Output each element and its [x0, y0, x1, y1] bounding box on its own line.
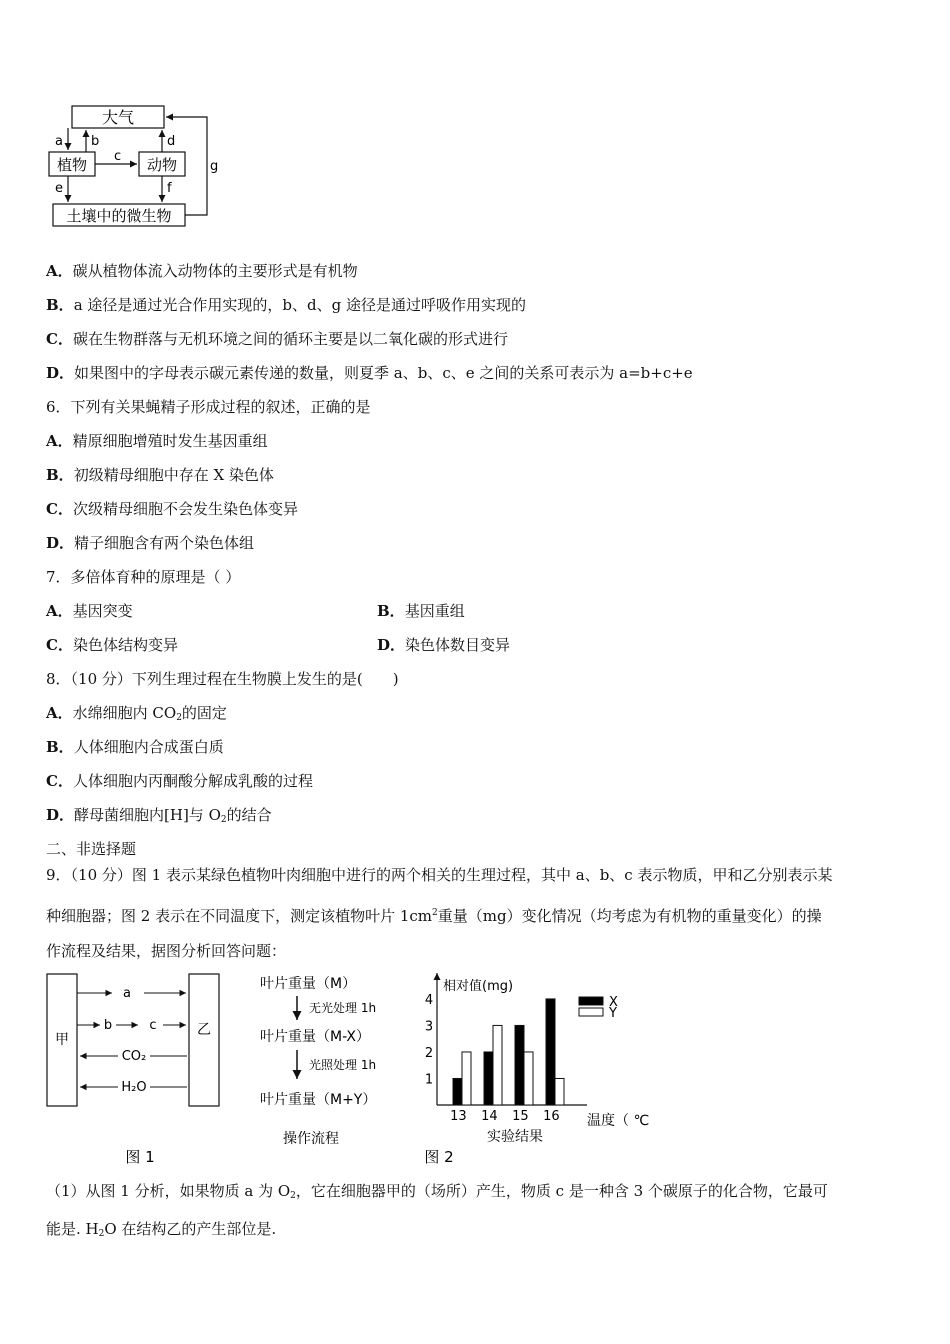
arrow-label-d: d	[167, 134, 176, 149]
bar-Y-15	[524, 1052, 533, 1105]
figure-2-chart	[415, 965, 665, 1170]
arrow-label-b: b	[91, 134, 100, 149]
q7-option-a: A．基因突变	[46, 602, 133, 620]
arrow-label-a: a	[55, 134, 63, 149]
atmosphere-label: 大气	[101, 108, 135, 127]
bar-X-15	[515, 1025, 524, 1105]
q7-stem: 7．多倍体育种的原理是（ ）	[46, 568, 241, 586]
y-tick-2: 2	[424, 1045, 434, 1061]
bar-X-16	[546, 999, 555, 1105]
q9-stem-line1: 9．（10 分）图 1 表示某绿色植物叶肉细胞中进行的两个相关的生理过程，其中 a、b、c 表示物质，甲和乙分别表示某	[46, 866, 833, 884]
q6-option-d: D．精子细胞含有两个染色体组	[46, 534, 255, 552]
flow-step-2: 无光处理 1h	[309, 1001, 377, 1015]
q6-stem: 6．下列有关果蝇精子形成过程的叙述，正确的是	[46, 398, 371, 416]
q8-option-a: A．水绵细胞内 $CO_2$的固定	[46, 704, 227, 723]
flow-step-5: 叶片重量（M+Y）	[260, 1092, 377, 1108]
q9-sub1-line1: （1）从图 1 分析，如果物质 a 为 $O_2$，它在细胞器甲的（场所）产生，物质 c 是一种含 3 个碳原子的化合物，它最可	[46, 1182, 828, 1201]
arrow-label-g: g	[210, 159, 219, 174]
fig1-label-co2: CO₂	[121, 1049, 147, 1064]
flow-step-1: 叶片重量（M）	[260, 976, 357, 992]
q6-option-a: A．精原细胞增殖时发生基因重组	[46, 432, 268, 450]
operation-flow	[255, 968, 405, 1153]
q8-option-d: D．酵母菌细胞内[H]与 $O_2$的结合	[46, 806, 272, 825]
arrow-label-e: e	[55, 181, 63, 196]
figure-1-caption: 图 1	[125, 1148, 155, 1166]
q5-option-b: B．a 途径是通过光合作用实现的，b、d、g 途径是通过呼吸作用实现的	[46, 296, 526, 314]
q9-stem-line2: 种细胞器；图 2 表示在不同温度下，测定该植物叶片 $1cm^2$重量（mg）变化情况（均考虑为有机物的重量变化）的操	[46, 907, 822, 925]
q7-option-d: D．染色体数目变异	[377, 636, 511, 654]
organelle-jia-label: 甲	[55, 1032, 69, 1048]
arrow-label-f: f	[167, 181, 172, 196]
q9-sub1-line2: 能是. $H_2O$ 在结构乙的产生部位是.	[46, 1220, 277, 1239]
fig1-label-c: c	[149, 1018, 157, 1033]
bar-X-13	[453, 1078, 462, 1105]
carbon-cycle-diagram	[40, 100, 230, 230]
legend-label-X: X	[609, 995, 618, 1010]
x-tick-14: 14	[481, 1109, 498, 1124]
y-tick-3: 3	[424, 1019, 434, 1035]
flow-step-3: 叶片重量（M-X）	[260, 1029, 371, 1045]
plants-label: 植物	[56, 156, 88, 174]
q8-option-c: C．人体细胞内丙酮酸分解成乳酸的过程	[46, 772, 313, 790]
organelle-yi-box	[189, 974, 219, 1106]
figure-1	[40, 968, 230, 1168]
q5-option-c: C．碳在生物群落与无机环境之间的循环主要是以二氧化碳的形式进行	[46, 330, 508, 348]
section-heading: 二、非选择题	[46, 840, 137, 858]
y-tick-4: 4	[424, 992, 434, 1008]
q8-stem: 8．（10 分）下列生理过程在生物膜上发生的是( )	[46, 670, 399, 688]
bar-Y-16	[555, 1078, 564, 1105]
x-tick-15: 15	[512, 1109, 529, 1124]
legend-label-Y: Y	[609, 1006, 617, 1021]
organelle-yi-label: 乙	[197, 1022, 211, 1038]
result-label: 实验结果	[487, 1129, 543, 1145]
fig1-label-a: a	[123, 986, 131, 1001]
fig1-label-h2o: H₂O	[121, 1080, 147, 1095]
bar-Y-14	[493, 1025, 502, 1105]
q8-option-b: B．人体细胞内合成蛋白质	[46, 738, 224, 756]
flow-caption: 操作流程	[283, 1131, 339, 1147]
q7-option-c: C．染色体结构变异	[46, 636, 178, 654]
q6-option-b: B．初级精母细胞中存在 X 染色体	[46, 466, 274, 484]
fig1-label-b: b	[103, 1018, 113, 1033]
x-tick-16: 16	[543, 1109, 560, 1124]
q9-stem-line3: 作流程及结果，据图分析回答问题：	[46, 942, 287, 960]
q6-option-c: C．次级精母细胞不会发生染色体变异	[46, 500, 298, 518]
legend-swatch-Y	[579, 1008, 603, 1016]
y-axis-label: 相对值(mg)	[443, 979, 514, 994]
x-tick-13: 13	[450, 1109, 467, 1124]
figure-2-caption: 图 2	[424, 1148, 454, 1166]
q5-option-d: D．如果图中的字母表示碳元素传递的数量，则夏季 a、b、c、e 之间的关系可表示为 a=b+c+e	[46, 364, 693, 382]
soil-microbes-label: 土壤中的微生物	[66, 207, 172, 225]
flow-step-4: 光照处理 1h	[309, 1058, 377, 1072]
animals-label: 动物	[146, 156, 178, 174]
q7-option-b: B．基因重组	[377, 602, 465, 620]
bar-Y-13	[462, 1052, 471, 1105]
bar-X-14	[484, 1052, 493, 1105]
q5-option-a: A．碳从植物体流入动物体的主要形式是有机物	[46, 262, 358, 280]
arrow-label-c: c	[114, 149, 122, 164]
y-tick-1: 1	[424, 1072, 434, 1088]
legend-swatch-X	[579, 997, 603, 1005]
x-axis-label: 温度（ ℃	[587, 1113, 650, 1129]
